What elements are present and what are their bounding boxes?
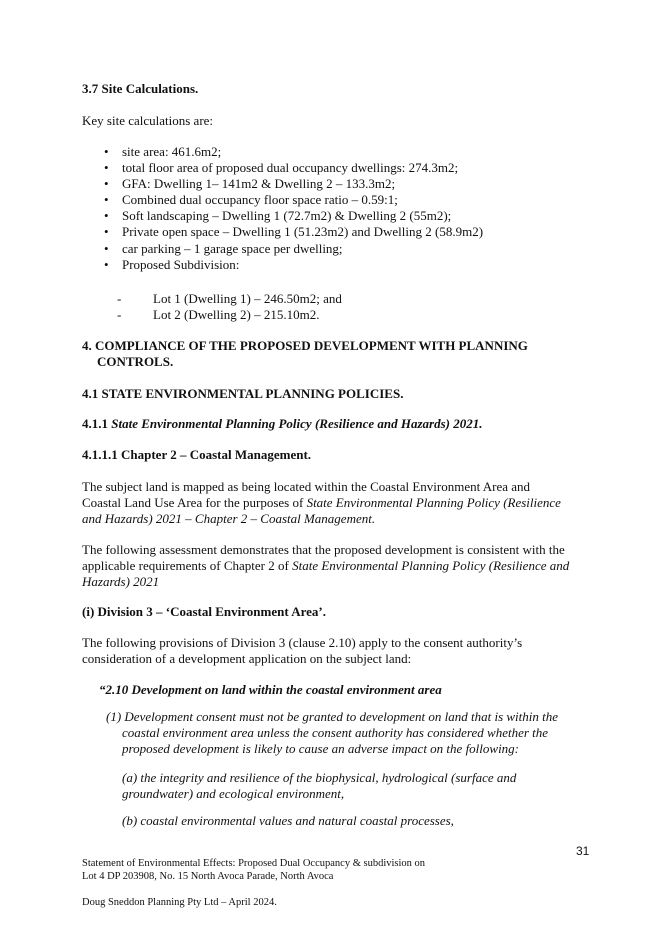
division-heading: (i) Division 3 – ‘Coastal Environment Area’.: [82, 604, 326, 619]
section-heading: 3.7 Site Calculations.: [82, 81, 199, 96]
heading-number: 4.1.1: [82, 416, 112, 431]
paragraph-line: [82, 557, 569, 574]
paragraph-line: Hazards) 2021: [82, 574, 160, 589]
paragraph: Key site calculations are:: [82, 113, 214, 128]
subdivision-list: [117, 291, 342, 323]
paragraph-line: The subject land is mapped as being located within the Coastal Environment Area and: [82, 479, 531, 494]
quote-line: groundwater) and ecological environment,: [122, 786, 345, 801]
footer-line: Lot 4 DP 203908, No. 15 North Avoca Parade, North Avoca: [82, 871, 334, 882]
paragraph-line: [82, 494, 561, 511]
section-heading-continued: CONTROLS.: [97, 354, 174, 369]
list-item: • car parking – 1 garage space per dwelling;: [104, 241, 483, 257]
italic-text: State Environmental Planning Policy (Resilience: [306, 495, 561, 510]
quote-line: proposed development is likely to cause an adverse impact on the following:: [122, 741, 520, 756]
list-item: - Lot 2 (Dwelling 2) – 215.10m2.: [117, 307, 342, 323]
section-heading: 4. COMPLIANCE OF THE PROPOSED DEVELOPMENT WITH PLANNING: [82, 338, 528, 353]
bullet-list: [104, 144, 483, 273]
quote-line: (1) Development consent must not be granted to development on land that is within the: [106, 709, 559, 724]
italic-text: State Environmental Planning Policy (Resilience and: [292, 558, 570, 573]
list-item: • Soft landscaping – Dwelling 1 (72.7m2) & Dwelling 2 (55m2);: [104, 208, 483, 224]
text: Coastal Land Use Area for the purposes of: [82, 495, 307, 510]
quote-line: (b) coastal environmental values and natural coastal processes,: [122, 813, 454, 828]
list-item: • site area: 461.6m2;: [104, 144, 483, 160]
paragraph-line: and Hazards) 2021 – Chapter 2 – Coastal Management.: [82, 511, 376, 526]
subsection-heading: 4.1.1.1 Chapter 2 – Coastal Management.: [82, 447, 312, 462]
quote-heading: “2.10 Development on land within the coastal environment area: [99, 682, 442, 697]
footer-line: Doug Sneddon Planning Pty Ltd – April 2024.: [82, 897, 277, 908]
heading-title: State Environmental Planning Policy (Resilience and Hazards) 2021.: [111, 416, 483, 431]
footer-line: Statement of Environmental Effects: Proposed Dual Occupancy & subdivision on: [82, 858, 426, 869]
list-item: • total floor area of proposed dual occupancy dwellings: 274.3m2;: [104, 160, 483, 176]
quote-line: (a) the integrity and resilience of the biophysical, hydrological (surface and: [122, 770, 517, 785]
subsection-heading: 4.1 STATE ENVIRONMENTAL PLANNING POLICIES.: [82, 386, 404, 401]
list-item: • Combined dual occupancy floor space ratio – 0.59:1;: [104, 192, 483, 208]
paragraph-line: consideration of a development application on the subject land:: [82, 651, 412, 666]
paragraph-line: The following provisions of Division 3 (clause 2.10) apply to the consent authority’s: [82, 635, 523, 650]
list-item: - Lot 1 (Dwelling 1) – 246.50m2; and: [117, 291, 342, 307]
page-number: 31: [576, 844, 590, 858]
subsection-heading: [82, 415, 483, 432]
list-item: • Private open space – Dwelling 1 (51.23m2) and Dwelling 2 (58.9m2): [104, 224, 483, 240]
paragraph-line: The following assessment demonstrates that the proposed development is consistent with the: [82, 542, 565, 557]
list-item: • GFA: Dwelling 1– 141m2 & Dwelling 2 – 133.3m2;: [104, 176, 483, 192]
text: applicable requirements of Chapter 2 of: [82, 558, 293, 573]
list-item: • Proposed Subdivision:: [104, 257, 483, 273]
quote-line: coastal environment area unless the consent authority has considered whether the: [122, 725, 549, 740]
